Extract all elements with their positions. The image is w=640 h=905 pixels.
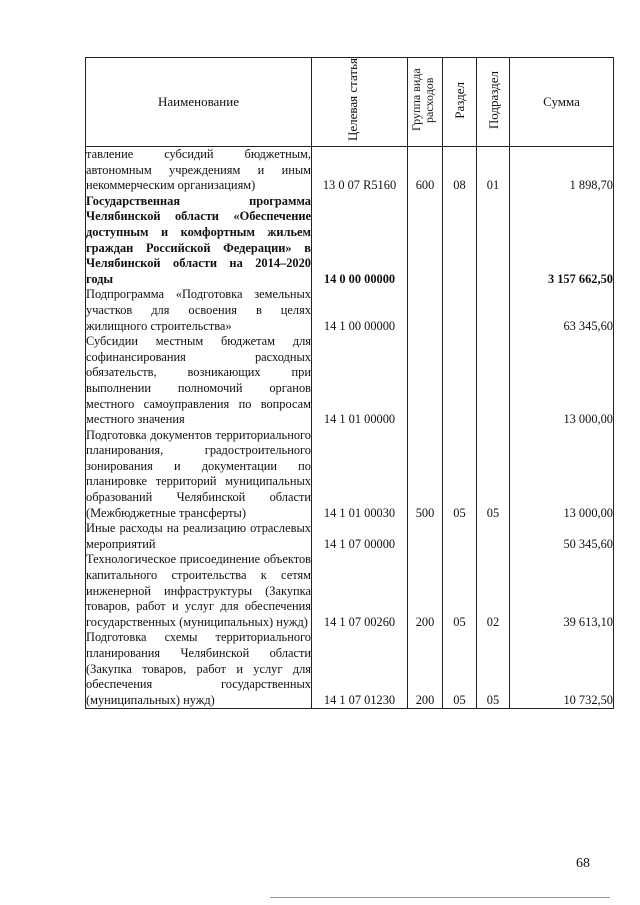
- row-section-cell: 05: [443, 552, 477, 630]
- row-section-cell: 05: [443, 630, 477, 708]
- row-section-cell: [443, 334, 477, 428]
- row-section-cell: [443, 521, 477, 552]
- row-sum-cell: 13 000,00: [510, 334, 614, 428]
- row-group-cell: 600: [408, 147, 443, 194]
- row-name-cell: Технологическое присоединение объектов капитального строительства к сетям инженерной инфраструктуры (Закупка товаров, работ и услуг для обеспечения государственных (муниципальных) нужд): [86, 552, 311, 629]
- row-group-cell: 200: [408, 552, 443, 630]
- row-sum-cell: 10 732,50: [510, 630, 614, 708]
- row-section-cell: [443, 194, 477, 288]
- row-subsection-cell: [477, 287, 510, 334]
- row-target-code-cell: 14 1 07 00260: [312, 552, 408, 630]
- row-subsection-cell: 02: [477, 552, 510, 630]
- row-group-cell: [408, 334, 443, 428]
- row-group-cell: [408, 287, 443, 334]
- row-section-cell: 08: [443, 147, 477, 194]
- row-sum-cell: 3 157 662,50: [510, 194, 614, 288]
- header-name: Наименование: [86, 58, 312, 147]
- row-name-cell: Подпрограмма «Подготовка земельных участков для освоения в целях жилищного строительства»: [86, 287, 311, 333]
- row-name-cell: Субсидии местным бюджетам для софинансирования расходных обязательств, возникающих при выполнении полномочий органов местного самоуправления по вопросам местного значения: [86, 334, 311, 427]
- row-target-code-cell: 14 1 07 01230: [312, 630, 408, 708]
- row-subsection-cell: [477, 521, 510, 552]
- row-target-code-cell: 13 0 07 R5160: [312, 147, 408, 194]
- row-name-cell: Подготовка документов территориального планирования, градостроительного зонирования и документации по планировке территорий муниципальных образований Челябинской области (Межбюджетные трансферты): [86, 427, 311, 520]
- table-row: [86, 552, 614, 630]
- header-sum: Сумма: [510, 58, 614, 147]
- row-name-cell: Иные расходы на реализацию отраслевых мероприятий: [86, 521, 311, 551]
- row-target-code-cell: 14 1 00 00000: [312, 287, 408, 334]
- row-sum-cell: 39 613,10: [510, 552, 614, 630]
- table-row: [86, 428, 614, 522]
- row-subsection-cell: 05: [477, 428, 510, 522]
- table-row: [86, 194, 614, 288]
- row-sum-cell: 50 345,60: [510, 521, 614, 552]
- table-header-row: [86, 58, 614, 147]
- row-subsection-cell: [477, 334, 510, 428]
- table-row: [86, 630, 614, 708]
- row-sum-cell: 13 000,00: [510, 428, 614, 522]
- row-sum-cell: 1 898,70: [510, 147, 614, 194]
- budget-table: [85, 57, 614, 709]
- header-section: Раздел: [443, 58, 477, 147]
- row-group-cell: 200: [408, 630, 443, 708]
- row-name-cell: Государственная программа Челябинской области «Обеспечение доступным и комфортным жильем граждан Российской Федерации» в Челябинской области на 2014–2020 годы: [86, 193, 311, 286]
- row-name-cell: Подготовка схемы территориального планирования Челябинской области (Закупка товаров, работ и услуг для обеспечения государственных (муниципальных) нужд): [86, 630, 312, 708]
- row-target-code-cell: 14 1 01 00000: [312, 334, 408, 428]
- row-subsection-cell: 05: [477, 630, 510, 708]
- table-row: [86, 147, 614, 194]
- table-row: [86, 334, 614, 428]
- row-target-code-cell: 14 0 00 00000: [312, 194, 408, 288]
- row-name-cell: тавление субсидий бюджетным, автономным учреждениям и иным некоммерческим организациям): [86, 147, 311, 193]
- row-section-cell: [443, 287, 477, 334]
- row-group-cell: 500: [408, 428, 443, 522]
- row-subsection-cell: [477, 194, 510, 288]
- row-section-cell: 05: [443, 428, 477, 522]
- page-number: 68: [576, 856, 590, 871]
- row-group-cell: [408, 521, 443, 552]
- footer-rule: [270, 897, 610, 898]
- table-row: [86, 521, 614, 552]
- row-group-cell: [408, 194, 443, 288]
- row-target-code-cell: 14 1 01 00030: [312, 428, 408, 522]
- header-subsection: Подраздел: [477, 58, 510, 147]
- row-subsection-cell: 01: [477, 147, 510, 194]
- table-row: [86, 287, 614, 334]
- header-group: Группа вида расходов: [408, 58, 443, 147]
- row-target-code-cell: 14 1 07 00000: [312, 521, 408, 552]
- row-sum-cell: 63 345,60: [510, 287, 614, 334]
- header-target: Целевая статья: [312, 58, 408, 147]
